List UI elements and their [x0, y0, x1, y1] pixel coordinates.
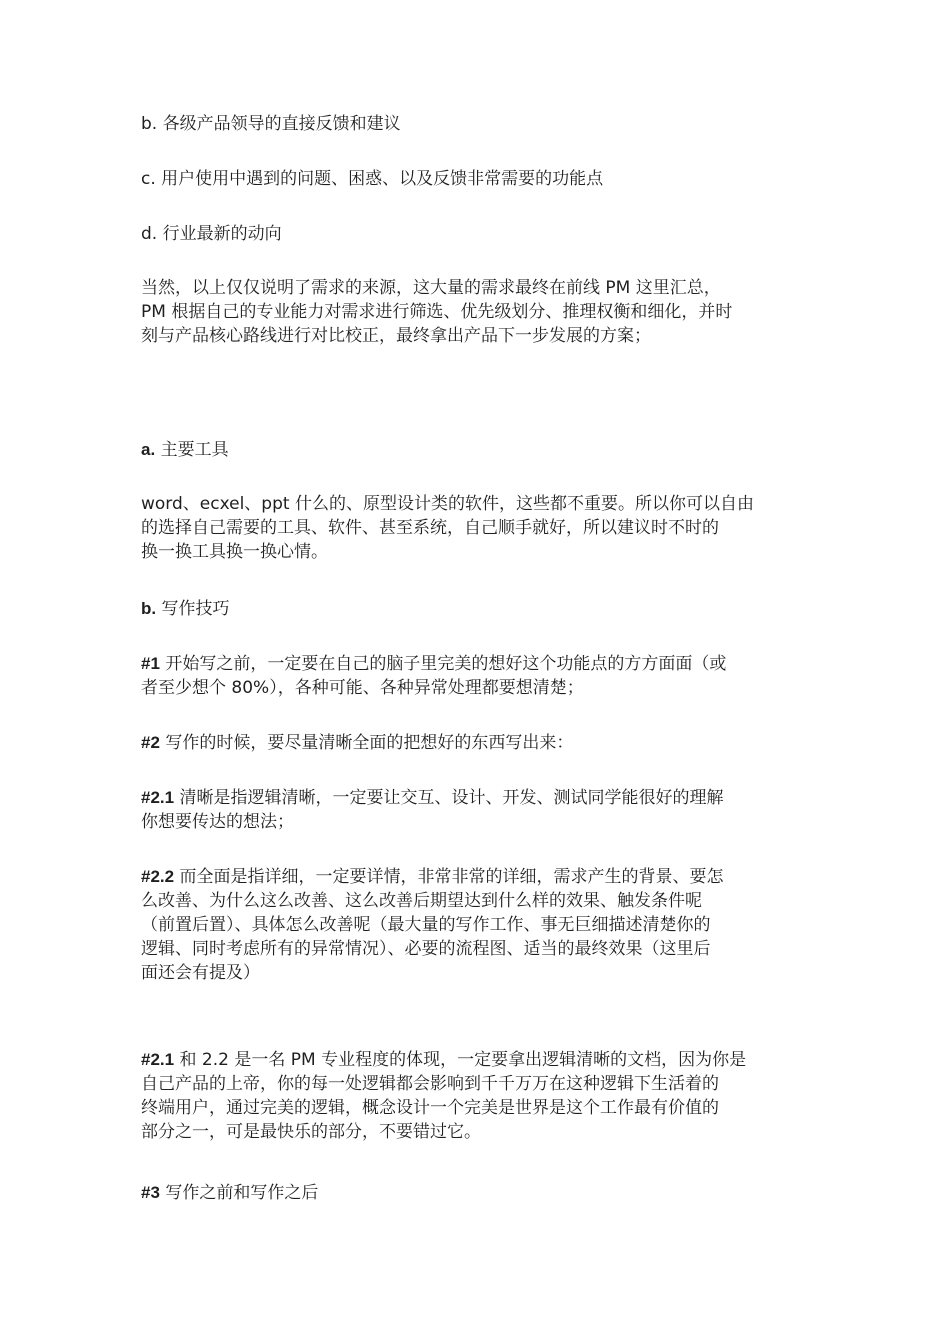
text-line: 写作之前和写作之后 — [159, 1183, 319, 1203]
text-line: 自己产品的上帝，你的每一处逻辑都会影响到千千万万在这种逻辑下生活着的 — [141, 1074, 719, 1094]
item-label: #2.2 — [141, 867, 175, 886]
text-line: 写作的时候，要尽量清晰全面的把想好的东西写出来： — [159, 733, 574, 753]
paragraph-source-c — [141, 167, 811, 191]
heading-text: 主要工具 — [155, 440, 229, 460]
text-line: 面还会有提及） — [141, 963, 260, 983]
text-line: 者至少想个 80%），各种可能、各种异常处理都要想清楚； — [141, 678, 584, 698]
heading-text: 写作技巧 — [156, 599, 230, 619]
text-line: 刻与产品核心路线进行对比校正，最终拿出产品下一步发展的方案； — [141, 326, 651, 346]
text-line: 么改善、为什么这么改善、这么改善后期望达到什么样的效果、触发条件呢 — [141, 891, 702, 911]
text-line: 你想要传达的想法； — [141, 812, 294, 832]
heading-main-tools — [141, 438, 811, 462]
text-line: 部分之一，可是最快乐的部分，不要错过它。 — [141, 1122, 481, 1142]
text-line: word、ecxel、ppt 什么的、原型设计类的软件，这些都不重要。所以你可以自由 — [141, 494, 754, 514]
text-line: b. 各级产品领导的直接反馈和建议 — [141, 114, 401, 134]
item-label: #2.1 — [141, 788, 175, 807]
heading-label: a. — [141, 440, 156, 459]
paragraph-item-1 — [141, 652, 811, 700]
text-line: d. 行业最新的动向 — [141, 224, 282, 244]
text-line: 逻辑、同时考虑所有的异常情况）、必要的流程图、适当的最终效果（这里后 — [141, 939, 711, 959]
paragraph-item-2-2 — [141, 865, 811, 985]
text-line: c. 用户使用中遇到的问题、困惑、以及反馈非常需要的功能点 — [141, 169, 604, 189]
heading-label: b. — [141, 599, 157, 618]
text-line: 换一换工具换一换心情。 — [141, 542, 328, 562]
text-line: 开始写之前，一定要在自己的脑子里完美的想好这个功能点的方方面面（或 — [159, 654, 727, 674]
text-line: 的选择自己需要的工具、软件、甚至系统，自己顺手就好，所以建议时不时的 — [141, 518, 719, 538]
item-label: #2 — [141, 733, 160, 752]
paragraph-item-2-1 — [141, 786, 811, 834]
paragraph-tools — [141, 492, 811, 564]
item-label: #1 — [141, 654, 160, 673]
item-label: #2.1 — [141, 1050, 175, 1069]
text-line: 当然，以上仅仅说明了需求的来源，这大量的需求最终在前线 PM 这里汇总， — [141, 278, 721, 298]
paragraph-summary-2 — [141, 1048, 811, 1144]
text-line: （前置后置）、具体怎么改善呢（最大量的写作工作、事无巨细描述清楚你的 — [141, 915, 711, 935]
text-line: 终端用户，通过完美的逻辑，概念设计一个完美是世界是这个工作最有价值的 — [141, 1098, 719, 1118]
paragraph-item-3 — [141, 1181, 811, 1205]
paragraph-source-d — [141, 222, 811, 246]
paragraph-summary — [141, 276, 811, 348]
item-label: #3 — [141, 1183, 160, 1202]
paragraph-source-b — [141, 112, 811, 136]
text-line: 和 2.2 是一名 PM 专业程度的体现，一定要拿出逻辑清晰的文档，因为你是 — [174, 1050, 747, 1070]
text-line: 而全面是指详细，一定要详情，非常非常的详细，需求产生的背景、要怎 — [174, 867, 724, 887]
text-line: 清晰是指逻辑清晰，一定要让交互、设计、开发、测试同学能很好的理解 — [174, 788, 724, 808]
heading-writing-skills — [141, 597, 811, 621]
paragraph-item-2 — [141, 731, 811, 755]
text-line: PM 根据自己的专业能力对需求进行筛选、优先级划分、推理权衡和细化，并时 — [141, 302, 733, 322]
